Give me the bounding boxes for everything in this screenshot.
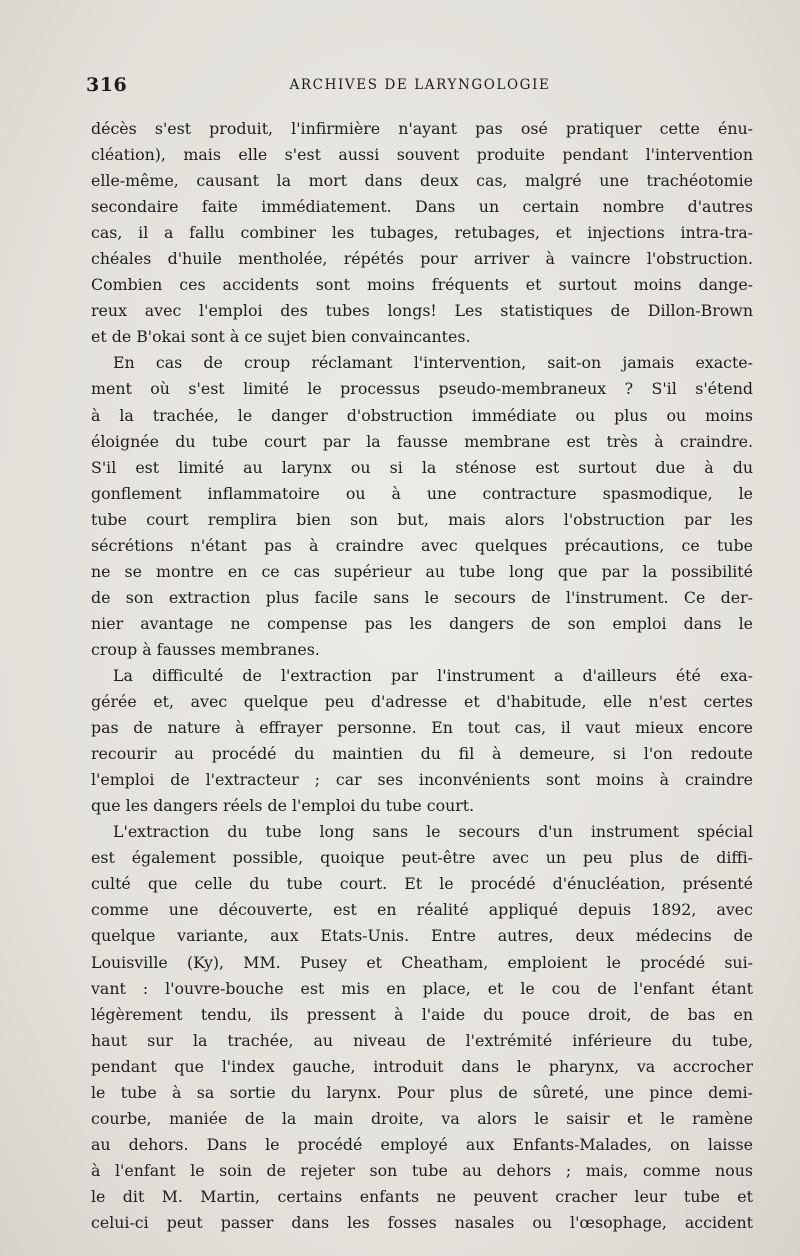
text-line: croup à fausses membranes. (91, 639, 320, 659)
text-line: La difficulté de l'extraction par l'instrument a d'ailleurs été exa- (113, 665, 753, 685)
text-line: légèrement tendu, ils pressent à l'aide du pouce droit, de bas en (91, 1004, 753, 1024)
text-line: courbe, maniée de la main droite, va alors le saisir et le ramène (91, 1108, 753, 1128)
text-line: à la trachée, le danger d'obstruction immédiate ou plus ou moins (91, 405, 753, 425)
text-line: de son extraction plus facile sans le secours de l'instrument. Ce der- (91, 587, 753, 607)
text-line: le tube à sa sortie du larynx. Pour plus de sûreté, une pince demi- (91, 1082, 753, 1102)
text-line: Combien ces accidents sont moins fréquents et surtout moins dange- (91, 275, 753, 295)
paragraph (91, 116, 753, 350)
text-line: vant : l'ouvre-bouche est mis en place, et le cou de l'enfant étant (91, 978, 753, 998)
text-line: cas, il a fallu combiner les tubages, retubages, et injections intra-tra- (91, 223, 753, 243)
body-text (91, 116, 753, 1236)
text-line: est également possible, quoique peut-être avec un peu plus de diffi- (91, 848, 753, 868)
text-line: pas de nature à effrayer personne. En tout cas, il vaut mieux encore (91, 718, 753, 738)
text-line: gérée et, avec quelque peu d'adresse et d'habitude, elle n'est certes (91, 692, 753, 712)
text-line: reux avec l'emploi des tubes longs! Les statistiques de Dillon-Brown (91, 301, 753, 321)
text-line: sécrétions n'étant pas à craindre avec quelques précautions, ce tube (91, 535, 753, 555)
text-line: culté que celle du tube court. Et le procédé d'énucléation, présenté (91, 874, 753, 894)
text-line: pendant que l'index gauche, introduit dans le pharynx, va accrocher (91, 1056, 753, 1076)
paragraph (91, 350, 753, 663)
paragraph (91, 819, 753, 1236)
text-line: recourir au procédé du maintien du fil à demeure, si l'on redoute (91, 744, 753, 764)
text-line: le dit M. Martin, certains enfants ne peuvent cracher leur tube et (91, 1186, 753, 1206)
text-line: cléation), mais elle s'est aussi souvent produite pendant l'intervention (91, 145, 753, 165)
text-line: secondaire faite immédiatement. Dans un certain nombre d'autres (91, 197, 753, 217)
text-line: chéales d'huile mentholée, répétés pour arriver à vaincre l'obstruction. (91, 249, 753, 269)
text-line: décès s'est produit, l'infirmière n'ayant pas osé pratiquer cette énu- (91, 119, 753, 138)
text-line: que les dangers réels de l'emploi du tube court. (91, 796, 475, 816)
text-line: au dehors. Dans le procédé employé aux Enfants-Malades, on laisse (91, 1134, 753, 1154)
text-line: En cas de croup réclamant l'intervention, sait-on jamais exacte- (113, 353, 753, 373)
text-line: elle-même, causant la mort dans deux cas, malgré une trachéotomie (91, 171, 753, 191)
text-line: ment où s'est limité le processus pseudo-membraneux ? S'il s'étend (91, 379, 753, 399)
text-line: ne se montre en ce cas supérieur au tube long que par la possibilité (91, 561, 753, 581)
text-line: celui-ci peut passer dans les fosses nasales ou l'œsophage, accident (91, 1212, 753, 1232)
running-header (86, 74, 754, 100)
journal-title: ARCHIVES DE LARYNGOLOGIE (289, 77, 551, 93)
text-line: quelque variante, aux Etats-Unis. Entre autres, deux médecins de (91, 926, 753, 946)
text-line: Louisville (Ky), MM. Pusey et Cheatham, emploient le procédé sui- (91, 952, 753, 972)
page-number: 316 (86, 74, 128, 96)
text-line: S'il est limité au larynx ou si la sténose est surtout due à du (91, 457, 753, 477)
text-line: l'emploi de l'extracteur ; car ses inconvénients sont moins à craindre (91, 770, 753, 790)
text-line: comme une découverte, est en réalité appliqué depuis 1892, avec (91, 900, 753, 920)
text-line: tube court remplira bien son but, mais alors l'obstruction par les (91, 509, 753, 529)
text-line: éloignée du tube court par la fausse membrane est très à craindre. (91, 431, 753, 451)
text-line: L'extraction du tube long sans le secours d'un instrument spécial (113, 822, 753, 842)
text-line: à l'enfant le soin de rejeter son tube au dehors ; mais, comme nous (91, 1160, 753, 1180)
text-line: nier avantage ne compense pas les dangers de son emploi dans le (91, 613, 753, 633)
text-line: et de B'okai sont à ce sujet bien convaincantes. (91, 327, 471, 347)
text-line: gonflement inflammatoire ou à une contracture spasmodique, le (91, 483, 753, 503)
paragraph (91, 663, 753, 819)
text-line: haut sur la trachée, au niveau de l'extrémité inférieure du tube, (91, 1030, 753, 1050)
